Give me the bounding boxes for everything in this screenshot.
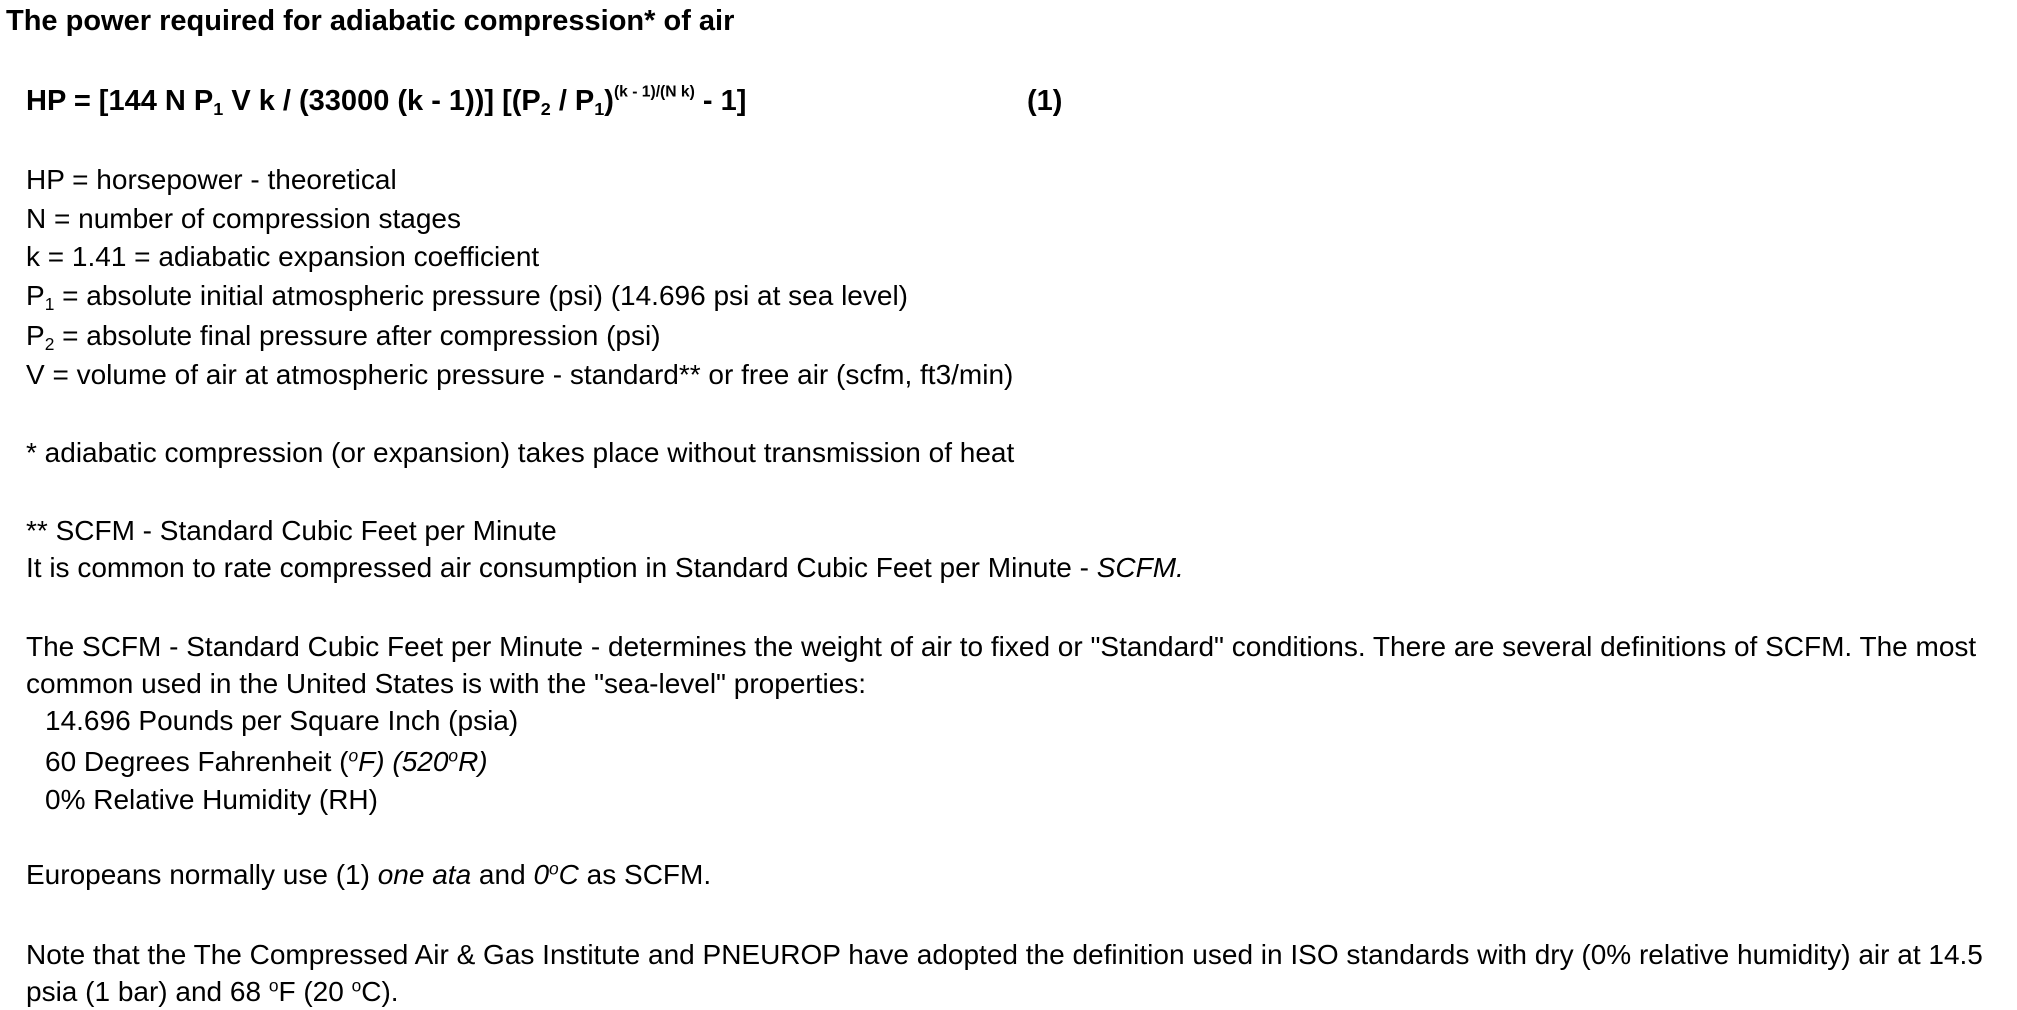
definition-text: = absolute final pressure after compression (psi) — [54, 320, 661, 351]
definition-text: = absolute initial atmospheric pressure (psi) (14.696 psi at sea level) — [54, 280, 908, 311]
degree-symbol: o — [351, 975, 362, 996]
formula-exponent: (k - 1)/(N k) — [613, 83, 695, 101]
celsius-unit: C — [558, 859, 579, 890]
equation-number: (1) — [1027, 85, 1063, 117]
zero-celsius-emphasis — [533, 859, 578, 890]
temperature-text: 60 Degrees Fahrenheit ( — [45, 746, 349, 777]
common-rating-text: It is common to rate compressed air consumption in Standard Cubic Feet per Minute - — [26, 552, 1097, 583]
iso-note-paragraph — [26, 936, 2011, 1010]
formula-subscript: 1 — [594, 99, 605, 120]
property-humidity: 0% Relative Humidity (RH) — [45, 784, 378, 815]
formula-part: HP = [144 N P — [26, 85, 214, 117]
symbol-subscript: 1 — [44, 293, 55, 314]
degree-symbol: o — [268, 975, 279, 996]
definition-n: N = number of compression stages — [26, 203, 461, 234]
note-text: Note that the The Compressed Air & Gas Institute and PNEUROP have adopted the definition used in ISO standards with dry (0% relative humidity) air at 14.5 psia (1 bar) and 68 — [26, 939, 1983, 1007]
scfm-paragraph: The SCFM - Standard Cubic Feet per Minute - determines the weight of air to fixed or "Standard" conditions. There are several definitions of SCFM. The most common used in the United States is with the "sea-level" properties: — [26, 631, 1977, 699]
definition-hp: HP = horsepower - theoretical — [26, 164, 397, 195]
definition-p1 — [26, 279, 908, 313]
formula-part: ) — [604, 85, 614, 117]
page-title: The power required for adiabatic compression* of air — [6, 5, 735, 37]
property-temperature — [45, 745, 488, 779]
footnote-adiabatic: * adiabatic compression (or expansion) takes place without transmission of heat — [26, 437, 1015, 468]
formula-subscript: 1 — [213, 99, 224, 120]
definition-v: V = volume of air at atmospheric pressure - standard** or free air (scfm, ft3/min) — [26, 359, 1014, 390]
scfm-emphasis: SCFM. — [1096, 552, 1184, 583]
property-pressure: 14.696 Pounds per Square Inch (psia) — [45, 705, 519, 736]
definition-k: k = 1.41 = adiabatic expansion coefficient — [26, 241, 540, 272]
formula-part: V k / (33000 (k - 1))] [(P — [223, 85, 541, 117]
formula-subscript: 2 — [540, 99, 551, 120]
temperature-units — [349, 746, 488, 777]
common-rating-line — [26, 551, 1184, 585]
note-text: F (20 — [278, 976, 352, 1007]
formula-part: / P — [550, 85, 595, 117]
one-ata-emphasis: one ata — [377, 859, 472, 890]
degree-symbol: o — [549, 858, 559, 879]
formula-part: - 1] — [694, 85, 747, 117]
symbol-subscript: 2 — [44, 333, 55, 354]
europeans-text: and — [471, 859, 534, 890]
europeans-text: as SCFM. — [578, 859, 712, 890]
europeans-line — [26, 858, 711, 892]
degree-symbol: o — [448, 745, 459, 766]
symbol: P — [26, 320, 45, 351]
europeans-text: Europeans normally use (1) — [26, 859, 378, 890]
footnote-scfm: ** SCFM - Standard Cubic Feet per Minute — [26, 515, 557, 546]
zero-value: 0 — [533, 859, 550, 890]
temperature-unit: R) — [458, 746, 488, 777]
definition-p2 — [26, 319, 661, 353]
horsepower-formula — [26, 83, 746, 119]
symbol: P — [26, 280, 45, 311]
temperature-unit: F) (520 — [358, 746, 449, 777]
degree-symbol: o — [348, 745, 359, 766]
note-text: C). — [361, 976, 399, 1007]
